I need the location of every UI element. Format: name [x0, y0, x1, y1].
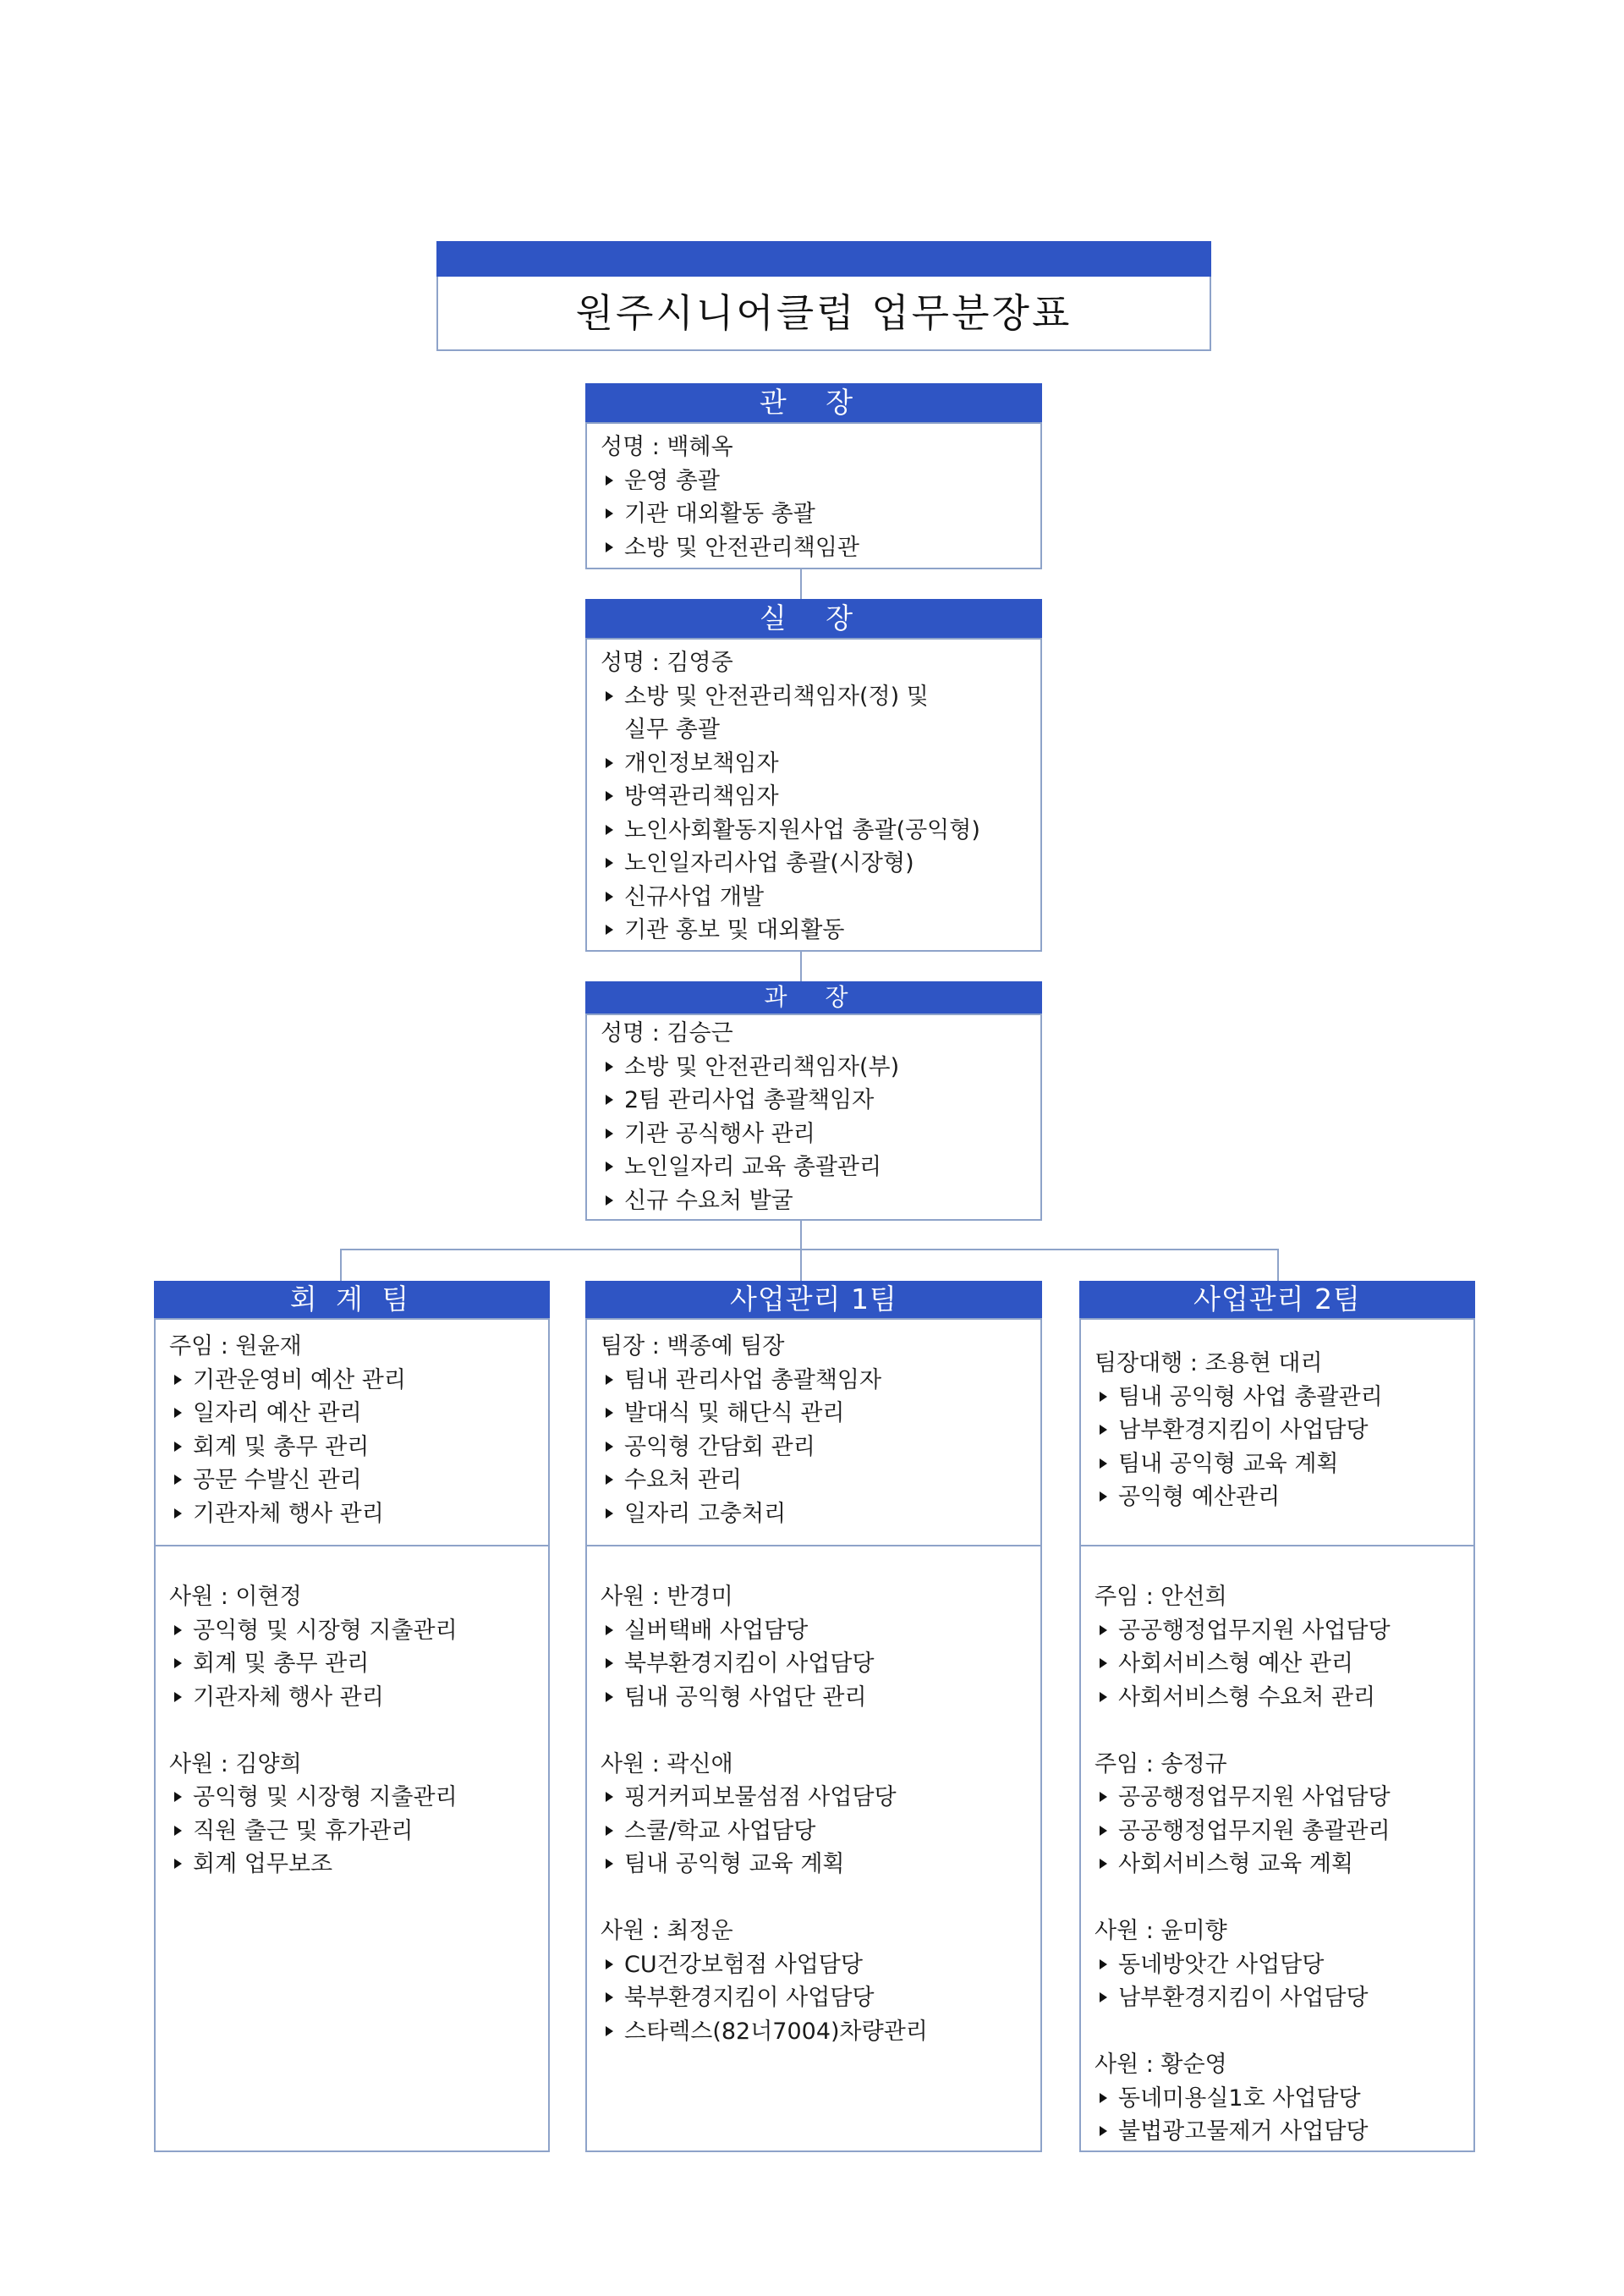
team-duty: 발대식 및 해단식 관리	[601, 1397, 1040, 1431]
bullet-triangle-icon	[1100, 1425, 1107, 1435]
section-chief-name: 성명 : 김승근	[601, 1020, 733, 1046]
staff-duty: 동네미용실1호 사업담당	[1095, 2082, 1473, 2116]
office-head-duty: 기관 홍보 및 대외활동	[601, 914, 1040, 948]
bullet-triangle-icon	[606, 1442, 613, 1452]
bullet-triangle-icon	[1100, 1826, 1107, 1836]
staff-name: 사원 : 반경미	[601, 1584, 733, 1610]
bullet-triangle-icon	[606, 1375, 613, 1385]
team-duty: 기관운영비 예산 관리	[169, 1364, 548, 1398]
office-head-heading: 실 장	[585, 599, 1042, 638]
bullet-triangle-icon	[174, 1442, 182, 1452]
bullet-triangle-icon	[174, 1859, 182, 1869]
section-chief-duty: 노인일자리 교육 총괄관리	[601, 1151, 1040, 1184]
bullet-triangle-icon	[606, 1475, 613, 1485]
bullet-triangle-icon	[1100, 1491, 1107, 1502]
staff-name: 사원 : 김양희	[169, 1750, 302, 1777]
director-duty: 소방 및 안전관리책임관	[601, 531, 1040, 565]
bullet-triangle-icon	[606, 1859, 613, 1869]
team-duty: 공익형 예산관리	[1095, 1480, 1473, 1514]
team-duty: 공문 수발신 관리	[169, 1464, 548, 1497]
bullet-triangle-icon	[606, 791, 613, 801]
bullet-triangle-icon	[606, 691, 613, 701]
section-chief-duty: 소방 및 안전관리책임자(부)	[601, 1051, 1040, 1085]
connector-office-chief	[800, 951, 802, 981]
bullet-triangle-icon	[1100, 2093, 1107, 2103]
office-head-duty: 방역관리책임자	[601, 780, 1040, 814]
staff-duty: 공익형 및 시장형 지출관리	[169, 1614, 548, 1648]
team-duty: 팀내 공익형 사업 총괄관리	[1095, 1381, 1473, 1414]
staff-duty: 동네방앗간 사업담당	[1095, 1948, 1473, 1982]
bullet-triangle-icon	[606, 1658, 613, 1668]
staff-duty: 불법광고물제거 사업담당	[1095, 2115, 1473, 2149]
bullet-triangle-icon	[174, 1692, 182, 1702]
section-chief-duty: 신규 수요처 발굴	[601, 1184, 1040, 1218]
section-chief-box	[585, 1013, 1042, 1221]
spacer	[601, 1714, 1040, 1748]
spacer	[169, 1714, 548, 1748]
page-title: 원주시니어클럽 업무분장표	[436, 277, 1211, 351]
team-duty: 회계 및 총무 관리	[169, 1431, 548, 1464]
staff-duty: 스쿨/학교 사업담당	[601, 1815, 1040, 1848]
bullet-triangle-icon	[606, 1625, 613, 1635]
staff-duty: 사회서비스형 교육 계획	[1095, 1848, 1473, 1881]
staff-name: 사원 : 최정운	[601, 1918, 733, 1944]
bullet-triangle-icon	[606, 1692, 613, 1702]
bullet-triangle-icon	[1100, 1658, 1107, 1668]
bullet-triangle-icon	[606, 508, 613, 519]
office-head-name: 성명 : 김영중	[601, 650, 733, 676]
spacer	[1095, 2015, 1473, 2049]
staff-duty: 회계 및 총무 관리	[169, 1647, 548, 1681]
bullet-triangle-icon	[606, 2026, 613, 2036]
staff-duty: 핑거커피보물섬점 사업담당	[601, 1781, 1040, 1815]
bullet-triangle-icon	[606, 1162, 613, 1172]
bullet-triangle-icon	[174, 1792, 182, 1802]
staff-duty: 팀내 공익형 사업단 관리	[601, 1681, 1040, 1715]
director-duty: 운영 총괄	[601, 464, 1040, 498]
office-head-duty: 노인일자리사업 총괄(시장형)	[601, 847, 1040, 881]
staff-duty: 공공행정업무지원 사업담당	[1095, 1614, 1473, 1648]
staff-duty: 스타렉스(82너7004)차량관리	[601, 2015, 1040, 2049]
bullet-triangle-icon	[606, 758, 613, 768]
team-duty: 팀내 관리사업 총괄책임자	[601, 1364, 1040, 1398]
staff-duty: CU건강보험점 사업담당	[601, 1948, 1040, 1982]
bullet-triangle-icon	[174, 1508, 182, 1519]
connector-team3	[1277, 1249, 1279, 1283]
bullet-triangle-icon	[174, 1408, 182, 1418]
director-duty: 기관 대외활동 총괄	[601, 497, 1040, 531]
staff-name: 사원 : 곽신애	[601, 1750, 733, 1777]
bullet-triangle-icon	[1100, 2126, 1107, 2136]
staff-duty: 회계 업무보조	[169, 1848, 548, 1881]
office-head-duty: 노인사회활동지원사업 총괄(공익형)	[601, 814, 1040, 848]
team-accounting-heading: 회 계 팀	[154, 1281, 550, 1318]
team-leader-name: 팀장대행 : 조용현 대리	[1095, 1350, 1323, 1376]
spacer	[1095, 1714, 1473, 1748]
bullet-triangle-icon	[606, 1129, 613, 1139]
staff-duty: 직원 출근 및 휴가관리	[169, 1815, 548, 1848]
team-accounting-leader-box	[154, 1318, 550, 1546]
staff-name: 사원 : 이현정	[169, 1584, 302, 1610]
bullet-triangle-icon	[1100, 1792, 1107, 1802]
staff-duty: 북부환경지킴이 사업담당	[601, 1981, 1040, 2015]
bullet-triangle-icon	[1100, 1992, 1107, 2002]
title-band	[436, 241, 1211, 277]
bullet-triangle-icon	[606, 1826, 613, 1836]
bullet-triangle-icon	[606, 1992, 613, 2002]
team-duty: 팀내 공익형 교육 계획	[1095, 1447, 1473, 1481]
director-heading: 관 장	[585, 383, 1042, 422]
office-head-box	[585, 638, 1042, 952]
office-head-duty: 소방 및 안전관리책임자(정) 및	[601, 680, 1040, 714]
bullet-triangle-icon	[1100, 1458, 1107, 1469]
bullet-triangle-icon	[606, 1195, 613, 1206]
bullet-triangle-icon	[606, 1959, 613, 1969]
bullet-triangle-icon	[606, 858, 613, 868]
bullet-triangle-icon	[174, 1375, 182, 1385]
bullet-triangle-icon	[606, 1095, 613, 1105]
team-duty: 기관자체 행사 관리	[169, 1497, 548, 1531]
team-business2-staff-box	[1079, 1545, 1475, 2152]
staff-duty: 실버택배 사업담당	[601, 1614, 1040, 1648]
bullet-triangle-icon	[606, 892, 613, 902]
bullet-triangle-icon	[606, 1408, 613, 1418]
staff-duty: 남부환경지킴이 사업담당	[1095, 1981, 1473, 2015]
director-box	[585, 422, 1042, 569]
staff-duty: 사회서비스형 수요처 관리	[1095, 1681, 1473, 1715]
team-duty: 공익형 간담회 관리	[601, 1431, 1040, 1464]
bullet-triangle-icon	[174, 1826, 182, 1836]
team-business1-leader-box	[585, 1318, 1042, 1546]
team-duty: 남부환경지킴이 사업담당	[1095, 1414, 1473, 1447]
staff-duty: 기관자체 행사 관리	[169, 1681, 548, 1715]
team-duty: 일자리 고충처리	[601, 1497, 1040, 1531]
team-business1-staff-box	[585, 1545, 1042, 2152]
team-accounting-staff-box	[154, 1545, 550, 2152]
staff-duty: 공공행정업무지원 사업담당	[1095, 1781, 1473, 1815]
bullet-triangle-icon	[606, 1792, 613, 1802]
team-duty: 일자리 예산 관리	[169, 1397, 548, 1431]
team-business2-heading: 사업관리 2팀	[1079, 1281, 1475, 1318]
team-leader-name: 주임 : 원윤재	[169, 1333, 302, 1359]
staff-duty: 공익형 및 시장형 지출관리	[169, 1781, 548, 1815]
bullet-triangle-icon	[1100, 1959, 1107, 1969]
bullet-triangle-icon	[1100, 1859, 1107, 1869]
connector-horizontal	[340, 1249, 1279, 1250]
staff-name: 주임 : 송정규	[1095, 1750, 1227, 1777]
bullet-triangle-icon	[174, 1658, 182, 1668]
bullet-triangle-icon	[606, 1062, 613, 1072]
connector-team1	[340, 1249, 342, 1283]
spacer	[1095, 1881, 1473, 1915]
bullet-triangle-icon	[606, 542, 613, 552]
section-chief-heading: 과 장	[585, 981, 1042, 1013]
bullet-triangle-icon	[606, 475, 613, 486]
connector-director-office	[800, 569, 802, 599]
bullet-triangle-icon	[1100, 1625, 1107, 1635]
bullet-triangle-icon	[174, 1475, 182, 1485]
bullet-triangle-icon	[606, 925, 613, 935]
office-head-duty: 신규사업 개발	[601, 881, 1040, 915]
office-head-duty-continuation: 실무 총괄	[624, 717, 720, 743]
bullet-triangle-icon	[1100, 1692, 1107, 1702]
office-head-duty: 개인정보책임자	[601, 747, 1040, 781]
director-name: 성명 : 백혜옥	[601, 434, 733, 460]
section-chief-duty: 기관 공식행사 관리	[601, 1118, 1040, 1151]
staff-name: 사원 : 황순영	[1095, 2052, 1227, 2078]
bullet-triangle-icon	[1100, 1392, 1107, 1402]
team-business1-heading: 사업관리 1팀	[585, 1281, 1042, 1318]
section-chief-duty: 2팀 관리사업 총괄책임자	[601, 1084, 1040, 1118]
staff-duty: 사회서비스형 예산 관리	[1095, 1647, 1473, 1681]
connector-chief-teams	[800, 1220, 802, 1283]
spacer	[601, 1881, 1040, 1915]
staff-name: 주임 : 안선희	[1095, 1584, 1227, 1610]
staff-duty: 공공행정업무지원 총괄관리	[1095, 1815, 1473, 1848]
staff-name: 사원 : 윤미향	[1095, 1918, 1227, 1944]
staff-duty: 북부환경지킴이 사업담당	[601, 1647, 1040, 1681]
team-duty: 수요처 관리	[601, 1464, 1040, 1497]
bullet-triangle-icon	[606, 1508, 613, 1519]
team-business2-leader-box	[1079, 1318, 1475, 1546]
bullet-triangle-icon	[606, 825, 613, 835]
bullet-triangle-icon	[174, 1625, 182, 1635]
staff-duty: 팀내 공익형 교육 계획	[601, 1848, 1040, 1881]
team-leader-name: 팀장 : 백종예 팀장	[601, 1333, 785, 1359]
